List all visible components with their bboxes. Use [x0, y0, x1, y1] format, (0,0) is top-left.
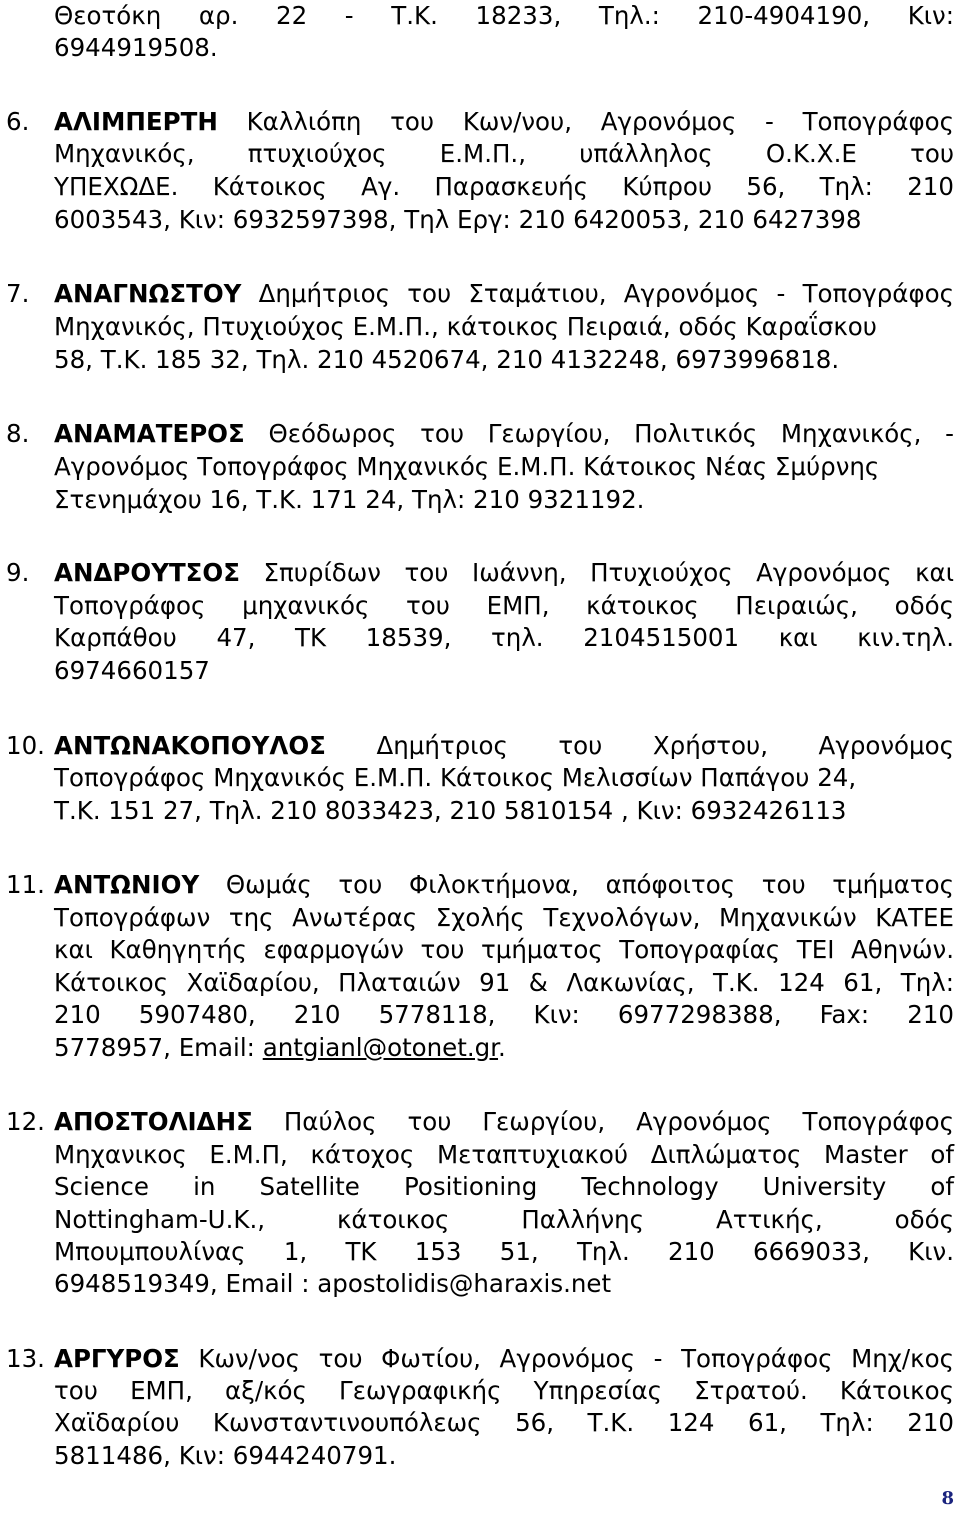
- text-line: Τ.Κ. 151 27, Τηλ. 210 8033423, 210 5810154 , Κιν: 6932426113: [54, 796, 847, 825]
- text-line: Αγρονόμος Τοπογράφος Μηχανικός Ε.Μ.Π. Κάτοικος Νέας Σμύρνης: [54, 452, 880, 481]
- entry-first-line: [54, 1343, 954, 1375]
- entry-number: 13.: [6, 1344, 45, 1373]
- text-line: και Καθηγητής εφαρμογών του τμήματος Τοπογραφίας ΤΕΙ Αθηνών.: [54, 935, 954, 964]
- text-line: 5811486, Κιν: 6944240791.: [54, 1441, 397, 1470]
- entry-text: Θεόδωρος του Γεωργίου, Πολιτικός Μηχανικός, -: [244, 419, 954, 448]
- entry-name: ΑΡΓΥΡΟΣ: [54, 1344, 180, 1373]
- text-line: 6948519349, Email : apostolidis@haraxis.net: [54, 1269, 612, 1298]
- entry-text: .: [498, 1033, 506, 1062]
- text-line: Τοπογράφος μηχανικός του ΕΜΠ, κάτοικος Πειραιώς, οδός: [54, 591, 954, 620]
- entry-name: ΑΛΙΜΠΕΡΤΗ: [54, 107, 218, 136]
- entry-text: Θωμάς του Φιλοκτήμονα, απόφοιτος του τμήματος: [199, 870, 954, 899]
- entry-number: 6.: [6, 107, 30, 136]
- entry-name: ΑΝΑΜΑΤΕΡΟΣ: [54, 419, 245, 448]
- text-line: 6974660157: [54, 656, 210, 685]
- entry-first-line: [54, 869, 954, 901]
- text-line: Μηχανικος Ε.Μ.Π, κάτοχος Μεταπτυχιακού Διπλώματος Master of: [54, 1140, 954, 1169]
- text-line: Science in Satellite Positioning Technology University of: [54, 1172, 954, 1201]
- text-line: Μηχανικός, Πτυχιούχος Ε.Μ.Π., κάτοικος Πειραιά, οδός Καραΐσκου: [54, 312, 877, 341]
- entry-number: 11.: [6, 870, 45, 899]
- entry-first-line: [54, 1106, 954, 1138]
- entry-name: ΑΝΤΩΝΑΚΟΠΟΥΛΟΣ: [54, 731, 326, 760]
- entry-name: ΑΝΔΡΟΥΤΣΟΣ: [54, 558, 240, 587]
- entry-text: Παύλος του Γεωργίου, Αγρονόμος Τοπογράφος: [252, 1107, 954, 1136]
- email-link[interactable]: antgianl@otonet.gr: [262, 1033, 499, 1062]
- entry-text: Καλλιόπη του Κων/νου, Αγρονόμος - Τοπογράφος: [217, 107, 954, 136]
- entry-number: 9.: [6, 558, 30, 587]
- text-line: του ΕΜΠ, αξ/κός Γεωγραφικής Υπηρεσίας Στρατού. Κάτοικος: [54, 1376, 954, 1405]
- text-line: Στενημάχου 16, Τ.Κ. 171 24, Τηλ: 210 9321192.: [54, 485, 645, 514]
- entry-first-line: [54, 730, 954, 762]
- text-line: Κάτοικος Χαϊδαρίου, Πλαταιών 91 & Λακωνίας, Τ.Κ. 124 61, Τηλ:: [54, 968, 954, 997]
- text-line: Καρπάθου 47, ΤΚ 18539, τηλ. 2104515001 και κιν.τηλ.: [54, 623, 954, 652]
- entry-text: 5778957, Email:: [54, 1033, 263, 1062]
- entry-number: 12.: [6, 1107, 45, 1136]
- text-line: Τοπογράφος Μηχανικός Ε.Μ.Π. Κάτοικος Μελισσίων Παπάγου 24,: [54, 763, 857, 792]
- entry-first-line: [54, 557, 954, 589]
- entry-name: ΑΝΑΓΝΩΣΤΟΥ: [54, 279, 242, 308]
- text-line: Nottingham-U.K., κάτοικος Παλλήνης Αττικής, οδός: [54, 1205, 954, 1234]
- text-line: Μπουμπουλίνας 1, ΤΚ 153 51, Τηλ. 210 6669033, Κιν.: [54, 1237, 954, 1266]
- entry-number: 8.: [6, 419, 30, 448]
- entry-first-line: [54, 278, 954, 310]
- entry-number: 7.: [6, 279, 30, 308]
- text-line: Χαϊδαρίου Κωνσταντινουπόλεως 56, Τ.Κ. 124 61, Τηλ: 210: [54, 1408, 954, 1437]
- text-line: Τοπογράφων της Ανωτέρας Σχολής Τεχνολόγων, Μηχανικών ΚΑΤΕΕ: [54, 903, 954, 932]
- text-line: 210 5907480, 210 5778118, Κιν: 6977298388, Fax: 210: [54, 1000, 954, 1029]
- entry-first-line: [54, 418, 954, 450]
- entry-text: Σπυρίδων του Ιωάννη, Πτυχιούχος Αγρονόμος και: [239, 558, 954, 587]
- entry-name: ΑΝΤΩΝΙΟΥ: [54, 870, 200, 899]
- text-line: [54, 1032, 954, 1064]
- text-line: 6944919508.: [54, 33, 218, 62]
- page-number: 8: [941, 1488, 954, 1509]
- entry-text: Κων/νος του Φωτίου, Αγρονόμος - Τοπογράφος Μηχ/κος: [179, 1344, 954, 1373]
- entry-text: Δημήτριος του Χρήστου, Αγρονόμος: [325, 731, 954, 760]
- text-line: 6003543, Κιν: 6932597398, Τηλ Εργ: 210 6420053, 210 6427398: [54, 205, 862, 234]
- text-line: 58, Τ.Κ. 185 32, Τηλ. 210 4520674, 210 4132248, 6973996818.: [54, 345, 840, 374]
- text-line: ΥΠΕΧΩΔΕ. Κάτοικος Αγ. Παρασκευής Κύπρου 56, Τηλ: 210: [54, 172, 954, 201]
- entry-text: Δημήτριος του Σταμάτιου, Αγρονόμος - Τοπογράφος: [241, 279, 954, 308]
- entry-first-line: [54, 106, 954, 138]
- text-line: Θεοτόκη αρ. 22 - Τ.Κ. 18233, Τηλ.: 210-4904190, Κιν:: [54, 1, 954, 30]
- entry-number: 10.: [6, 731, 45, 760]
- text-line: Μηχανικός, πτυχιούχος Ε.Μ.Π., υπάλληλος Ο.Κ.Χ.Ε του: [54, 139, 954, 168]
- entry-name: ΑΠΟΣΤΟΛΙΔΗΣ: [54, 1107, 253, 1136]
